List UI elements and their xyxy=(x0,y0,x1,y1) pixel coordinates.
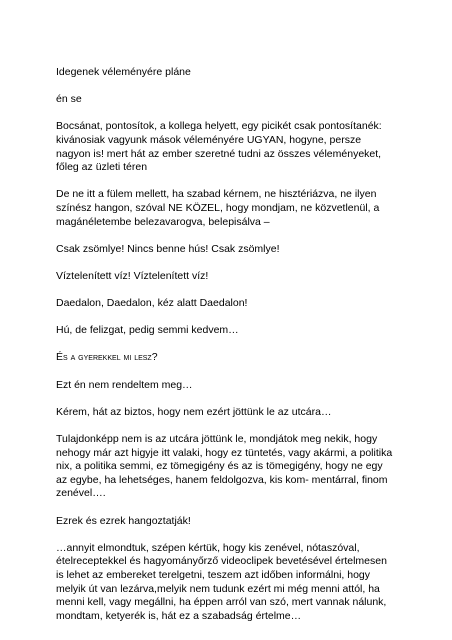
text-line: magánéletembe belezavarogva, belepisálva – xyxy=(56,215,270,228)
text-line: melyik út van lezárva,melyik nem tudunk ezért mi még menni attól, ha xyxy=(56,582,380,595)
text-line: menni kell, vagy megállni, ha éppen arról van szó, mert vannak nálunk, xyxy=(56,596,387,609)
text-line: Hú, de felizgat, pedig semmi kedvem… xyxy=(56,324,239,337)
paragraph xyxy=(56,297,402,311)
paragraph xyxy=(56,324,402,338)
document-body xyxy=(56,66,402,637)
text-line: Bocsánat, pontosítok, a kollega helyett, egy picikét csak pontosítanék: xyxy=(56,120,382,133)
paragraph xyxy=(56,188,402,229)
paragraph xyxy=(56,243,402,257)
text-line: Víztelenített víz! Víztelenített víz! xyxy=(56,269,209,282)
text-line: mondtam, ketyerék is, hát ez a szabadság értelme… xyxy=(56,609,302,622)
paragraph xyxy=(56,351,402,365)
text-line: is lehet az embereket terelgetni, teszem azt időben informálni, hogy xyxy=(56,568,371,581)
paragraph xyxy=(56,93,402,107)
text-line: De ne itt a fülem mellett, ha szabad kérnem, ne hisztériázva, ne ilyen xyxy=(56,188,377,201)
text-line: az egybe, ha lehetséges, hanem feldolgozva, kis kom- mentárral, finom xyxy=(56,473,388,486)
text-line: Kérem, hát az biztos, hogy nem ezért jöttünk le az utcára… xyxy=(56,405,332,418)
text-line: kivánosiak vagyunk mások véleményére UGYAN, hogyne, persze xyxy=(56,133,362,146)
text-line: ételreceptekkel és hagyományőrző videoclipek bevetésével értelmesen xyxy=(56,555,387,568)
paragraph xyxy=(56,66,402,80)
paragraph xyxy=(56,379,402,393)
text-line: Ezrek és ezrek hangoztatják! xyxy=(56,514,191,527)
text-line: nehogy már azt higyje itt valaki, hogy ez tüntetés, vagy akármi, a politika xyxy=(56,446,393,459)
text-line: …annyit elmondtuk, szépen kértük, hogy kis zenével, nótaszóval, xyxy=(56,541,360,554)
text-line: színész hangon, szóval NE KÖZEL, hogy mondjam, ne közvetlenül, a xyxy=(56,201,380,214)
paragraph xyxy=(56,515,402,529)
text-line: Csak zsömlye! Nincs benne hús! Csak zsömlye! xyxy=(56,242,280,255)
text-line: Tulajdonképp nem is az utcára jöttünk le, mondjátok meg nekik, hogy xyxy=(56,433,378,446)
paragraph xyxy=(56,433,402,501)
paragraph xyxy=(56,406,402,420)
text-line: nix, a politika semmi, ez tömegigény és az is tömegigény, hogy ne egy xyxy=(56,460,383,473)
paragraph xyxy=(56,542,402,624)
text-line: főleg az üzleti téren xyxy=(56,161,148,174)
text-line: én se xyxy=(56,93,82,106)
text-line: Ezt én nem rendeltem meg… xyxy=(56,378,193,391)
text-line: nagyon is! mert hát az ember szeretné tudni az összes véleményeket, xyxy=(56,147,382,160)
paragraph xyxy=(56,270,402,284)
text-line: Daedalon, Daedalon, kéz alatt Daedalon! xyxy=(56,297,248,310)
text-line: zenével…. xyxy=(56,487,106,500)
smallcaps-line: És a gyerekkel mi lesz? xyxy=(56,351,158,364)
paragraph xyxy=(56,120,402,174)
text-line: Idegenek véleményére pláne xyxy=(56,66,191,78)
